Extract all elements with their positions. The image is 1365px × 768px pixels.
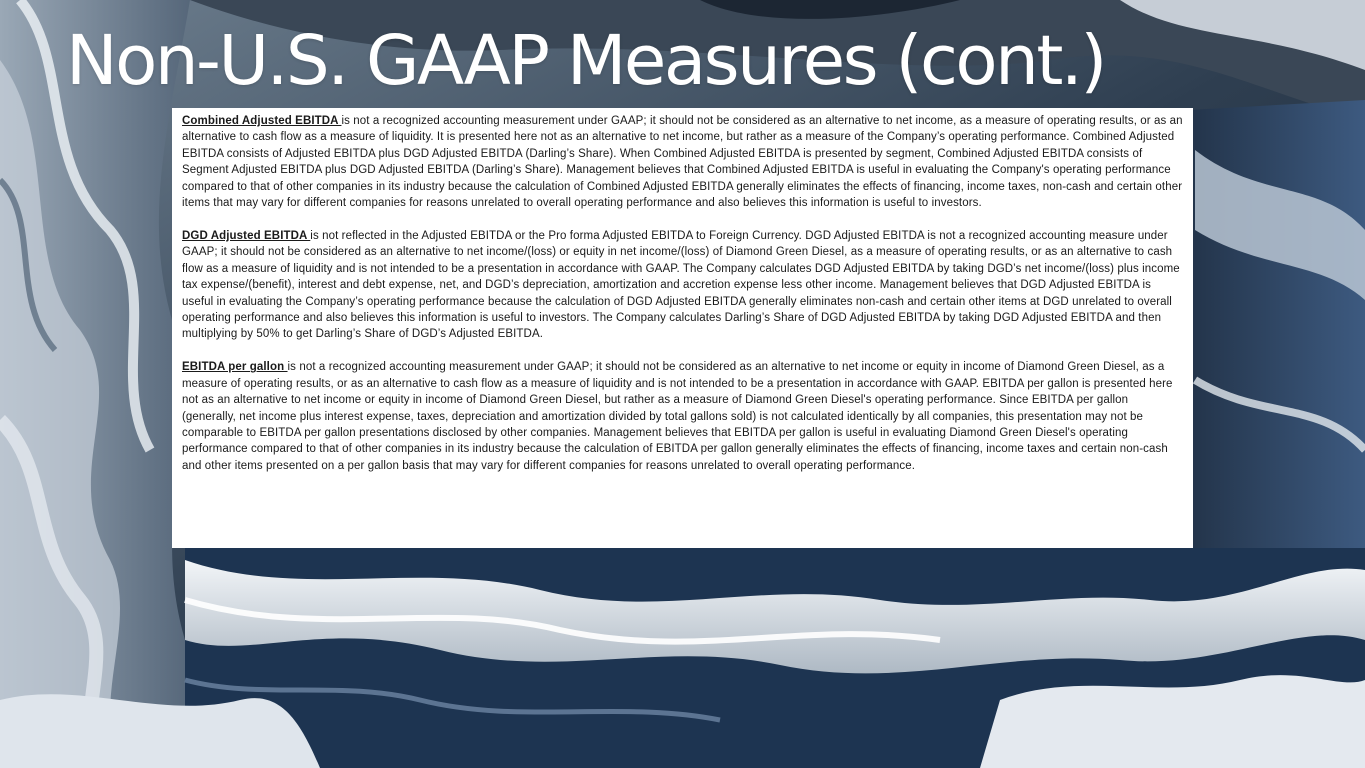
definition-body: is not reflected in the Adjusted EBITDA or the Pro forma Adjusted EBITDA to Foreign Currency. DGD Adjusted EBITDA is not a recognized accounting measure under GAAP; it should not be considered as an alternative to net income/(loss) or equity in net income/(loss) of Diamond Green Diesel, as a measure of operating results, or as an alternative to cash flow as a measure of liquidity and is not intended to be a presentation in accordance with GAAP. The Company calculates DGD Adjusted EBITDA by taking DGD’s net income/(loss) plus income tax expense/(benefit), interest and debt expense, net, and DGD’s depreciation, amortization and accretion expense less other income. Management believes that DGD Adjusted EBITDA is useful in evaluating the Company’s operating performance because the calculation of DGD Adjusted EBITDA generally eliminates non-cash and certain other items at DGD unrelated to overall operating performance and also believes this information is useful to investors. The Company calculates Darling’s Share of DGD Adjusted EBITDA by taking DGD Adjusted EBITDA and then multiplying by 50% to get Darling’s Share of DGD’s Adjusted EBITDA. bbox=[182, 229, 1180, 341]
definition-paragraph-combined-adjusted-ebitda bbox=[182, 113, 1183, 211]
definition-body: is not a recognized accounting measurement under GAAP; it should not be considered as an alternative to net income or equity in income of Diamond Green Diesel, as a measure of operating results, or as an alternative to cash flow as a measure of liquidity and is not intended to be a presentation in accordance with GAAP. EBITDA per gallon is presented here not as an alternative to net income or equity in income of Diamond Green Diesel, but rather as a measure of Diamond Green Diesel's operating performance. Since EBITDA per gallon (generally, net income plus interest expense, taxes, depreciation and amortization divided by total gallons sold) is not calculated identically by all companies, this presentation may not be comparable to EBITDA per gallon presentations disclosed by other companies. Management believes that EBITDA per gallon is useful in evaluating Diamond Green Diesel's operating performance compared to that of other companies in its industry because the calculation of EBITDA per gallon generally eliminates the effects of financing, income taxes and certain non-cash and other items presented on a per gallon basis that may vary for different companies for reasons unrelated to overall operating performance. bbox=[182, 361, 1173, 472]
definitions-text-box bbox=[172, 108, 1193, 548]
definition-term: EBITDA per gallon bbox=[182, 361, 288, 374]
definition-term: DGD Adjusted EBITDA bbox=[182, 229, 311, 242]
definition-paragraph-dgd-adjusted-ebitda bbox=[182, 228, 1183, 343]
definition-paragraph-ebitda-per-gallon bbox=[182, 359, 1183, 474]
definition-term: Combined Adjusted EBITDA bbox=[182, 115, 342, 127]
slide-title: Non-U.S. GAAP Measures (cont.) bbox=[66, 21, 1105, 101]
definition-body: is not a recognized accounting measurement under GAAP; it should not be considered as an alternative to net income, as a measure of operating results, or as an alternative to cash flow as a measure of liquidity. It is presented here not as an alternative to net income, but rather as a measure of the Company’s operating performance. Combined Adjusted EBITDA consists of Adjusted EBITDA plus DGD Adjusted EBITDA (Darling’s Share). When Combined Adjusted EBITDA is presented by segment, Combined Adjusted EBITDA consists of Segment Adjusted EBITDA plus DGD Adjusted EBITDA (Darling’s Share). Management believes that Combined Adjusted EBITDA is useful in evaluating the Company's operating performance compared to that of other companies in its industry because the calculation of Combined Adjusted EBITDA generally eliminates the effects of financing, income taxes, non-cash and certain other items that may vary for different companies for reasons unrelated to overall operating performance and also believes this information is useful to investors. bbox=[182, 115, 1183, 210]
